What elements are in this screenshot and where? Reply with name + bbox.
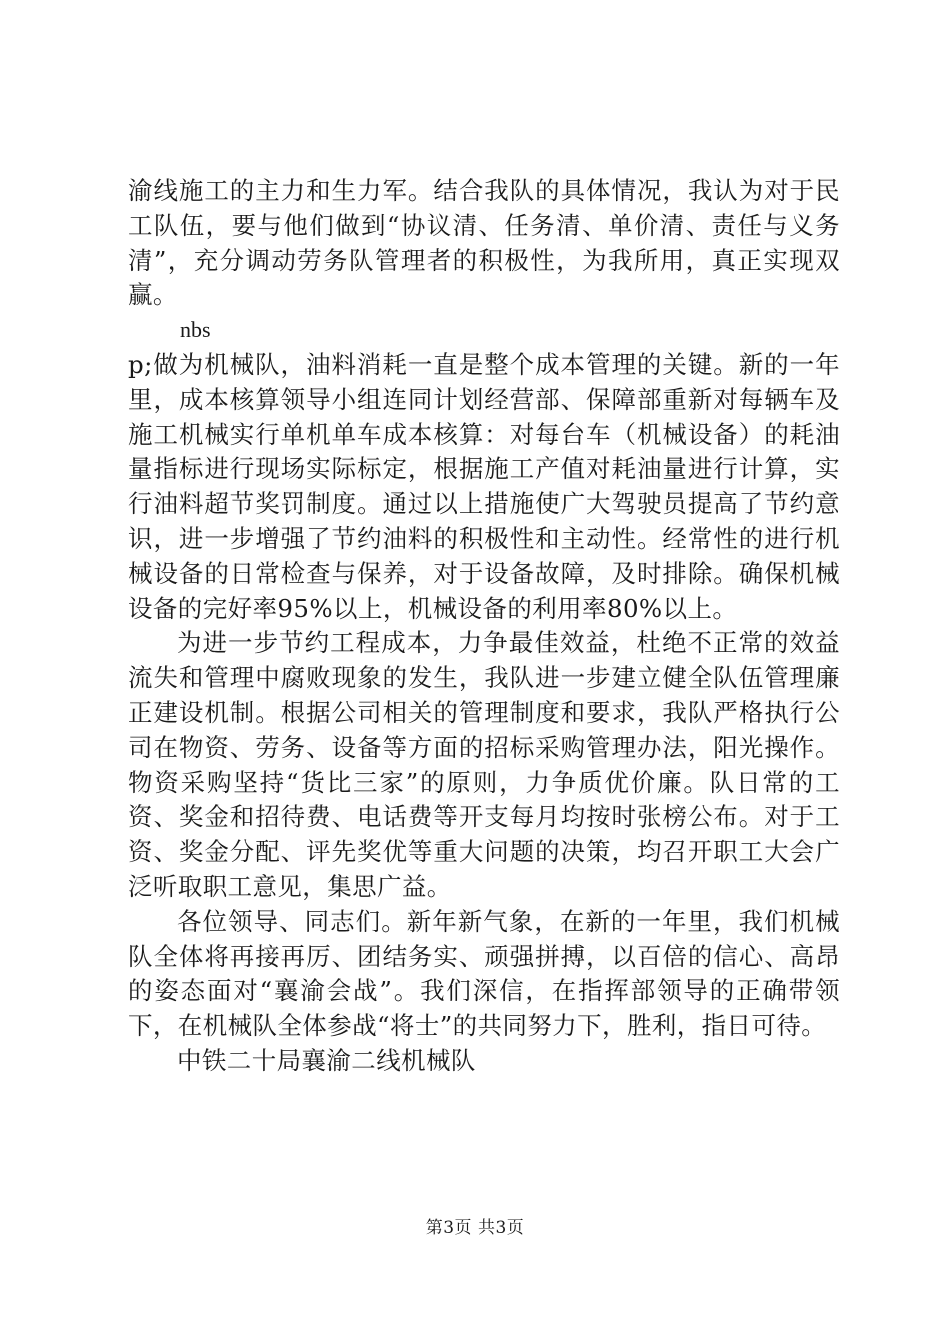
paragraph-integrity-mechanism: 为进一步节约工程成本，力争最佳效益，杜绝不正常的效益流失和管理中腐败现象的发生，我队进一步建立健全队伍管理廉正建设机制。根据公司相关的管理制度和要求，我队严格执行公司在物资、劳务、设备等方面的招标采购管理办法，阳光操作。物资采购坚持“货比三家”的原则，力争质优价廉。队日常的工资、奖金和招待费、电话费等开支每月均按时张榜公布。对于工资、奖金分配、评先奖优等重大问题的决策，均召开职工大会广泛听取职工意见，集思广益。 <box>128 628 840 901</box>
paragraph-closing-remarks: 各位领导、同志们。新年新气象，在新的一年里，我们机械队全体将再接再厉、团结务实、顽强拼搏，以百倍的信心、高昂的姿态面对“襄渝会战”。我们深信，在指挥部领导的正确带领下，在机械队全体参战“将士”的共同努力下，胜利，指日可待。 <box>128 906 840 1041</box>
page-number-footer: 第3页 共3页 <box>425 1218 525 1238</box>
stray-markup-fragment: nbs <box>180 317 211 343</box>
paragraph-workforce-management: 渝线施工的主力和生力军。结合我队的具体情况，我认为对于民工队伍，要与他们做到“协议清、任务清、单价清、责任与义务清”，充分调动劳务队管理者的积极性，为我所用，真正实现双赢。 <box>128 176 840 310</box>
document-body <box>128 174 840 1079</box>
paragraph-fuel-cost-control: p;做为机械队，油料消耗一直是整个成本管理的关键。新的一年里，成本核算领导小组连同计划经营部、保障部重新对每辆车及施工机械实行单机单车成本核算：对每台车（机械设备）的耗油量指标进行现场实际标定，根据施工产值对耗油量进行计算，实行油料超节奖罚制度。通过以上措施使广大驾驶员提高了节约意识，进一步增强了节约油料的积极性和主动性。经常性的进行机械设备的日常检查与保养，对于设备故障，及时排除。确保机械设备的完好率95%以上，机械设备的利用率80%以上。 <box>128 349 840 623</box>
signature-organization: 中铁二十局襄渝二线机械队 <box>177 1045 476 1075</box>
